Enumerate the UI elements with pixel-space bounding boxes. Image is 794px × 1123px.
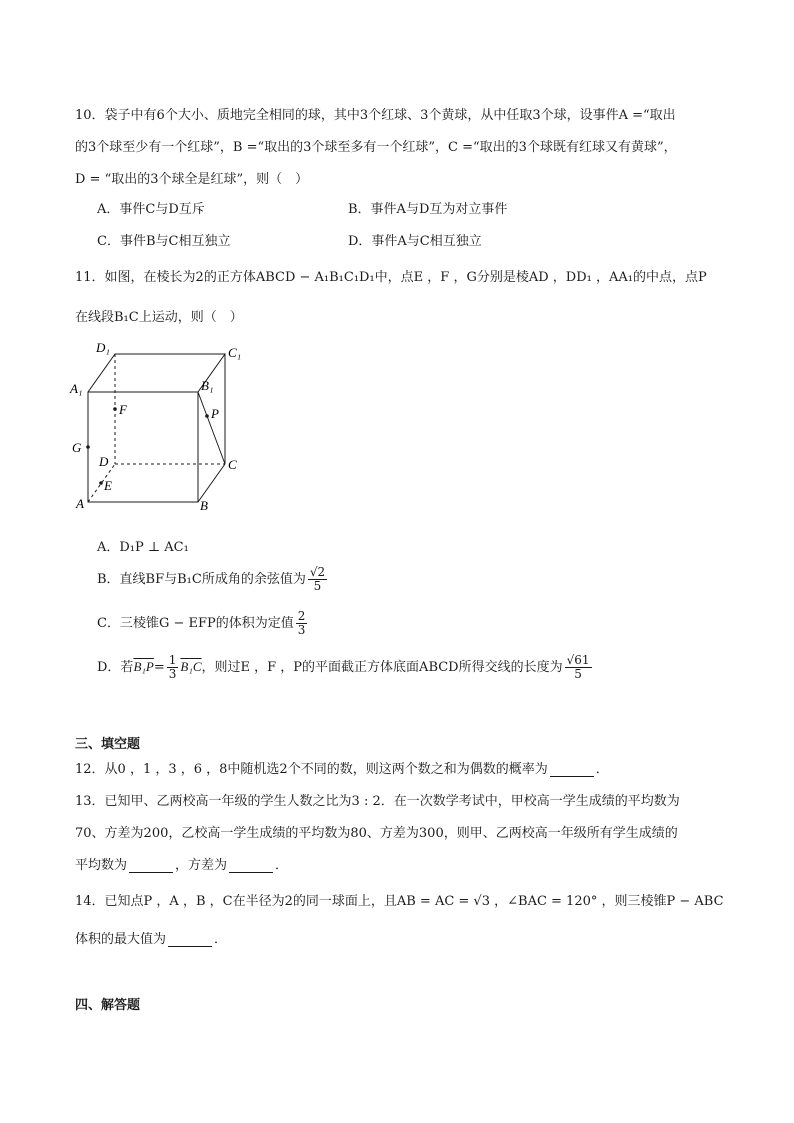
section-3-heading: 三、填空题 xyxy=(75,737,141,752)
fraction-1-over-3: $\frac{1}{3}$ xyxy=(168,653,177,681)
q14-line2 xyxy=(75,928,227,947)
q11-option-d-pre: D．若 xyxy=(97,660,134,675)
edge-bc xyxy=(198,464,225,502)
q11-option-b xyxy=(97,566,329,593)
q11-option-d xyxy=(97,654,594,681)
q10-option-a: A．事件C与D互斥 xyxy=(97,202,205,217)
label-e: E xyxy=(104,478,112,493)
q14-answer-blank xyxy=(168,932,212,947)
q11-line2: 在线段B₁C上运动，则（ ） xyxy=(75,310,243,325)
q12-answer-blank xyxy=(550,762,594,777)
q13-variance-blank xyxy=(229,858,273,873)
q10-line3: D = “取出的3个球全是红球”，则（ ） xyxy=(75,172,309,187)
q10-option-d: D．事件A与C相互独立 xyxy=(348,234,482,249)
q11-option-b-text: B．直线BF与B₁C所成角的余弦值为 xyxy=(97,572,306,587)
q13-line2: 70、方差为200，乙校高一学生成绩的平均数为80、方差为300，则甲、乙两校高一年级所有学生成绩的 xyxy=(75,826,678,841)
label-d: D xyxy=(99,454,109,469)
label-a: A xyxy=(76,496,84,511)
q10-line2: 的3个球至少有一个红球”，B =“取出的3个球至多有一个红球”，C =“取出的3个球既有红球又有黄球”， xyxy=(75,140,677,155)
q14-end: ． xyxy=(214,932,228,947)
q12-text: 12．从0 ，1 ，3 ，6 ，8中随机选2个不同的数，则这两个数之和为偶数的概率为 xyxy=(75,762,548,777)
label-c: C xyxy=(228,457,237,472)
q10-option-c: C．事件B与C相互独立 xyxy=(97,234,231,249)
vector-b1p: B₁P xyxy=(133,659,154,674)
section-4-heading: 四、解答题 xyxy=(75,998,141,1013)
q12-end: ． xyxy=(595,762,609,777)
label-d1: D₁ xyxy=(96,340,110,355)
point-p xyxy=(205,414,209,418)
q11-option-c xyxy=(97,610,309,637)
point-e xyxy=(99,481,103,485)
label-f: F xyxy=(119,402,127,417)
q13-line1: 13．已知甲、乙两校高一年级的学生人数之比为3 : 2．在一次数学考试中，甲校高一学生成绩的平均数为 xyxy=(75,794,680,809)
vector-b1c: B₁C xyxy=(180,659,202,674)
fraction-sqrt61-over-5: $\frac{√61}{5}$ xyxy=(566,653,590,681)
q11-line1: 11．如图，在棱长为2的正方体ABCD − A₁B₁C₁D₁中，点E ，F ，G分别是棱AD ，DD₁ ，AA₁的中点，点P xyxy=(75,270,707,285)
fraction-2-over-3: $\frac{2}{3}$ xyxy=(297,609,306,637)
label-b: B xyxy=(200,498,208,513)
label-c1: C₁ xyxy=(228,345,242,360)
q14-line1: 14．已知点P ，A ，B ，C在半径为2的同一球面上，且AB = AC = √3 ，∠BAC = 120° ，则三棱锥P − ABC xyxy=(75,894,724,909)
label-a1: A₁ xyxy=(70,381,83,396)
cube-figure xyxy=(68,338,248,516)
q13-mean-blank xyxy=(129,858,173,873)
equals-sign: = xyxy=(153,660,165,675)
label-b1: B₁ xyxy=(201,378,214,393)
q11-option-a: A．D₁P ⊥ AC₁ xyxy=(97,540,189,555)
segment-b1c xyxy=(198,392,225,464)
q10-line1: 10．袋子中有6个大小、质地完全相同的球，其中3个红球、3个黄球，从中任取3个球，设事件A =“取出 xyxy=(75,108,676,123)
q13-variance-label: ，方差为 xyxy=(175,858,228,873)
q11-option-c-text: C．三棱锥G − EFP的体积为定值 xyxy=(97,616,294,631)
q14-text: 体积的最大值为 xyxy=(75,932,167,947)
point-g xyxy=(86,445,90,449)
label-p: P xyxy=(211,406,219,421)
point-f xyxy=(113,407,117,411)
q11-option-d-mid: ，则过E ，F ，P的平面截正方体底面ABCD所得交线的长度为 xyxy=(201,660,563,675)
q12 xyxy=(75,758,609,777)
q13-end: ． xyxy=(275,858,289,873)
fraction-sqrt2-over-5: $\frac{√2}{5}$ xyxy=(309,565,326,593)
q13-mean-label: 平均数为 xyxy=(75,858,128,873)
q10-option-b: B．事件A与D互为对立事件 xyxy=(348,202,508,217)
q13-line3 xyxy=(75,854,288,873)
label-g: G xyxy=(72,440,82,455)
